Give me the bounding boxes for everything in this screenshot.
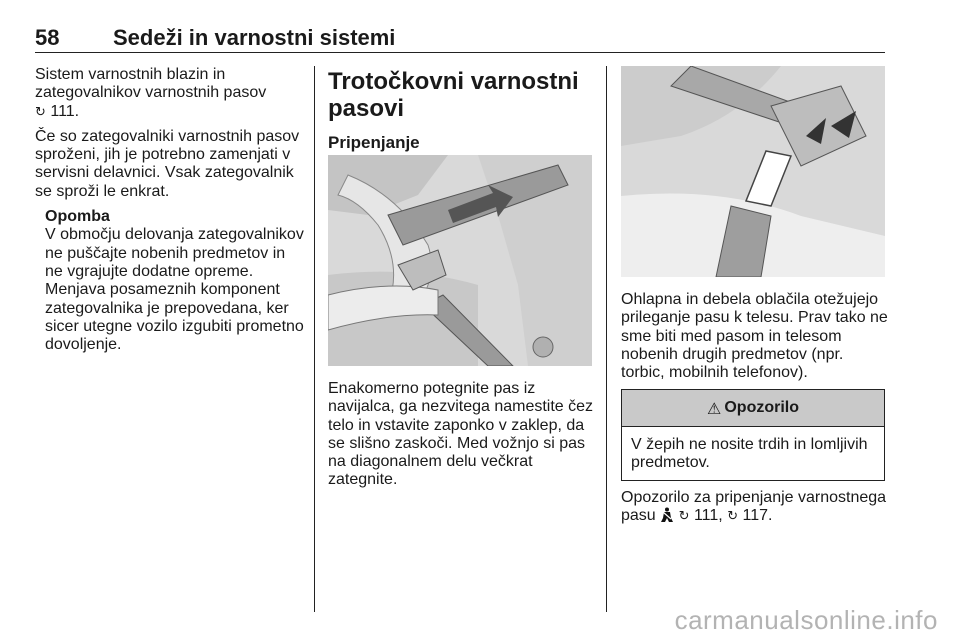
page-reference-icon: ↻: [678, 509, 690, 525]
middle-column-body: [328, 380, 596, 490]
para-line: Sistem varnostnih blazin in: [35, 66, 226, 83]
note-title: Opomba: [45, 208, 110, 226]
subsection-heading: Pripenjanje: [328, 133, 420, 152]
right-column-footer: [621, 489, 889, 527]
page-reference-icon: ↻: [727, 509, 739, 525]
page-header: [35, 26, 885, 53]
buckling-caption: Enakomerno potegnite pas iz navijalca, ga nezvitega namestite čez telo in vstavite zaponko v zaklep, da se slišno zaskoči. Med vožnjo si pas na diagonalnem delu večkrat zategnite.: [328, 380, 594, 489]
column-divider-right: [606, 66, 607, 612]
chapter-title: Sedeži in varnostni sistemi: [113, 25, 396, 50]
warning-title: Opozorilo: [724, 399, 799, 416]
middle-column-heading: [328, 68, 596, 153]
right-column-body: [621, 291, 889, 382]
watermark: carmanualsonline.info: [674, 605, 938, 635]
airbag-reference-paragraph: [35, 66, 305, 122]
page-reference[interactable]: 117.: [742, 507, 773, 525]
buckle-closeup-illustration: [621, 66, 885, 277]
warning-text: V žepih ne nosite trdih in lomljivih predmetov.: [631, 436, 868, 472]
page-reference-icon: ↻: [35, 104, 46, 120]
page-reference[interactable]: 111,: [693, 507, 723, 525]
warning-body: [622, 427, 884, 473]
buckle-closeup-drawing: [621, 66, 885, 277]
buckling-illustration-drawing: [328, 155, 592, 366]
column-divider-left: [314, 66, 315, 612]
warning-triangle-icon: ⚠: [707, 398, 722, 418]
page-number: 58: [35, 25, 60, 50]
para-line: Opozorilo za pripenjanje varnostnega: [621, 489, 887, 506]
note-text: V območju delovanja zategovalnikov ne puščajte nobenih predmetov in ne vgrajujte dodatne opreme. Menjava posameznih komponent zategovalnika je prepovedana, ker sicer utegne vozilo izgubiti prometno dovoljenje.: [45, 226, 304, 354]
clothing-paragraph: Ohlapna in debela oblačila otežujejo prileganje pasu k telesu. Prav tako ne sme biti med pasom in telesom nobenih drugih predmetov (npr. torbic, mobilnih telefonov).: [621, 291, 888, 382]
warning-header: [622, 390, 884, 427]
buckling-illustration: [328, 155, 592, 366]
left-column: [35, 66, 305, 354]
section-heading: Trotočkovni varnostni pasovi: [328, 68, 579, 122]
warning-box: [621, 389, 885, 481]
seatbelt-warning-icon: [660, 507, 674, 523]
seatbelt-reminder-paragraph: [621, 489, 889, 527]
page-reference[interactable]: 111.: [50, 102, 80, 120]
pretensioner-paragraph: Če so zategovalniki varnostnih pasov sproženi, jih je potrebno zamenjati v servisni delavnici. Vsak zategovalnik se sproži le enkrat.: [35, 127, 300, 200]
para-line: pasu: [621, 507, 656, 525]
note-block: [35, 208, 305, 354]
para-line: zategovalnikov varnostnih pasov: [35, 84, 267, 102]
